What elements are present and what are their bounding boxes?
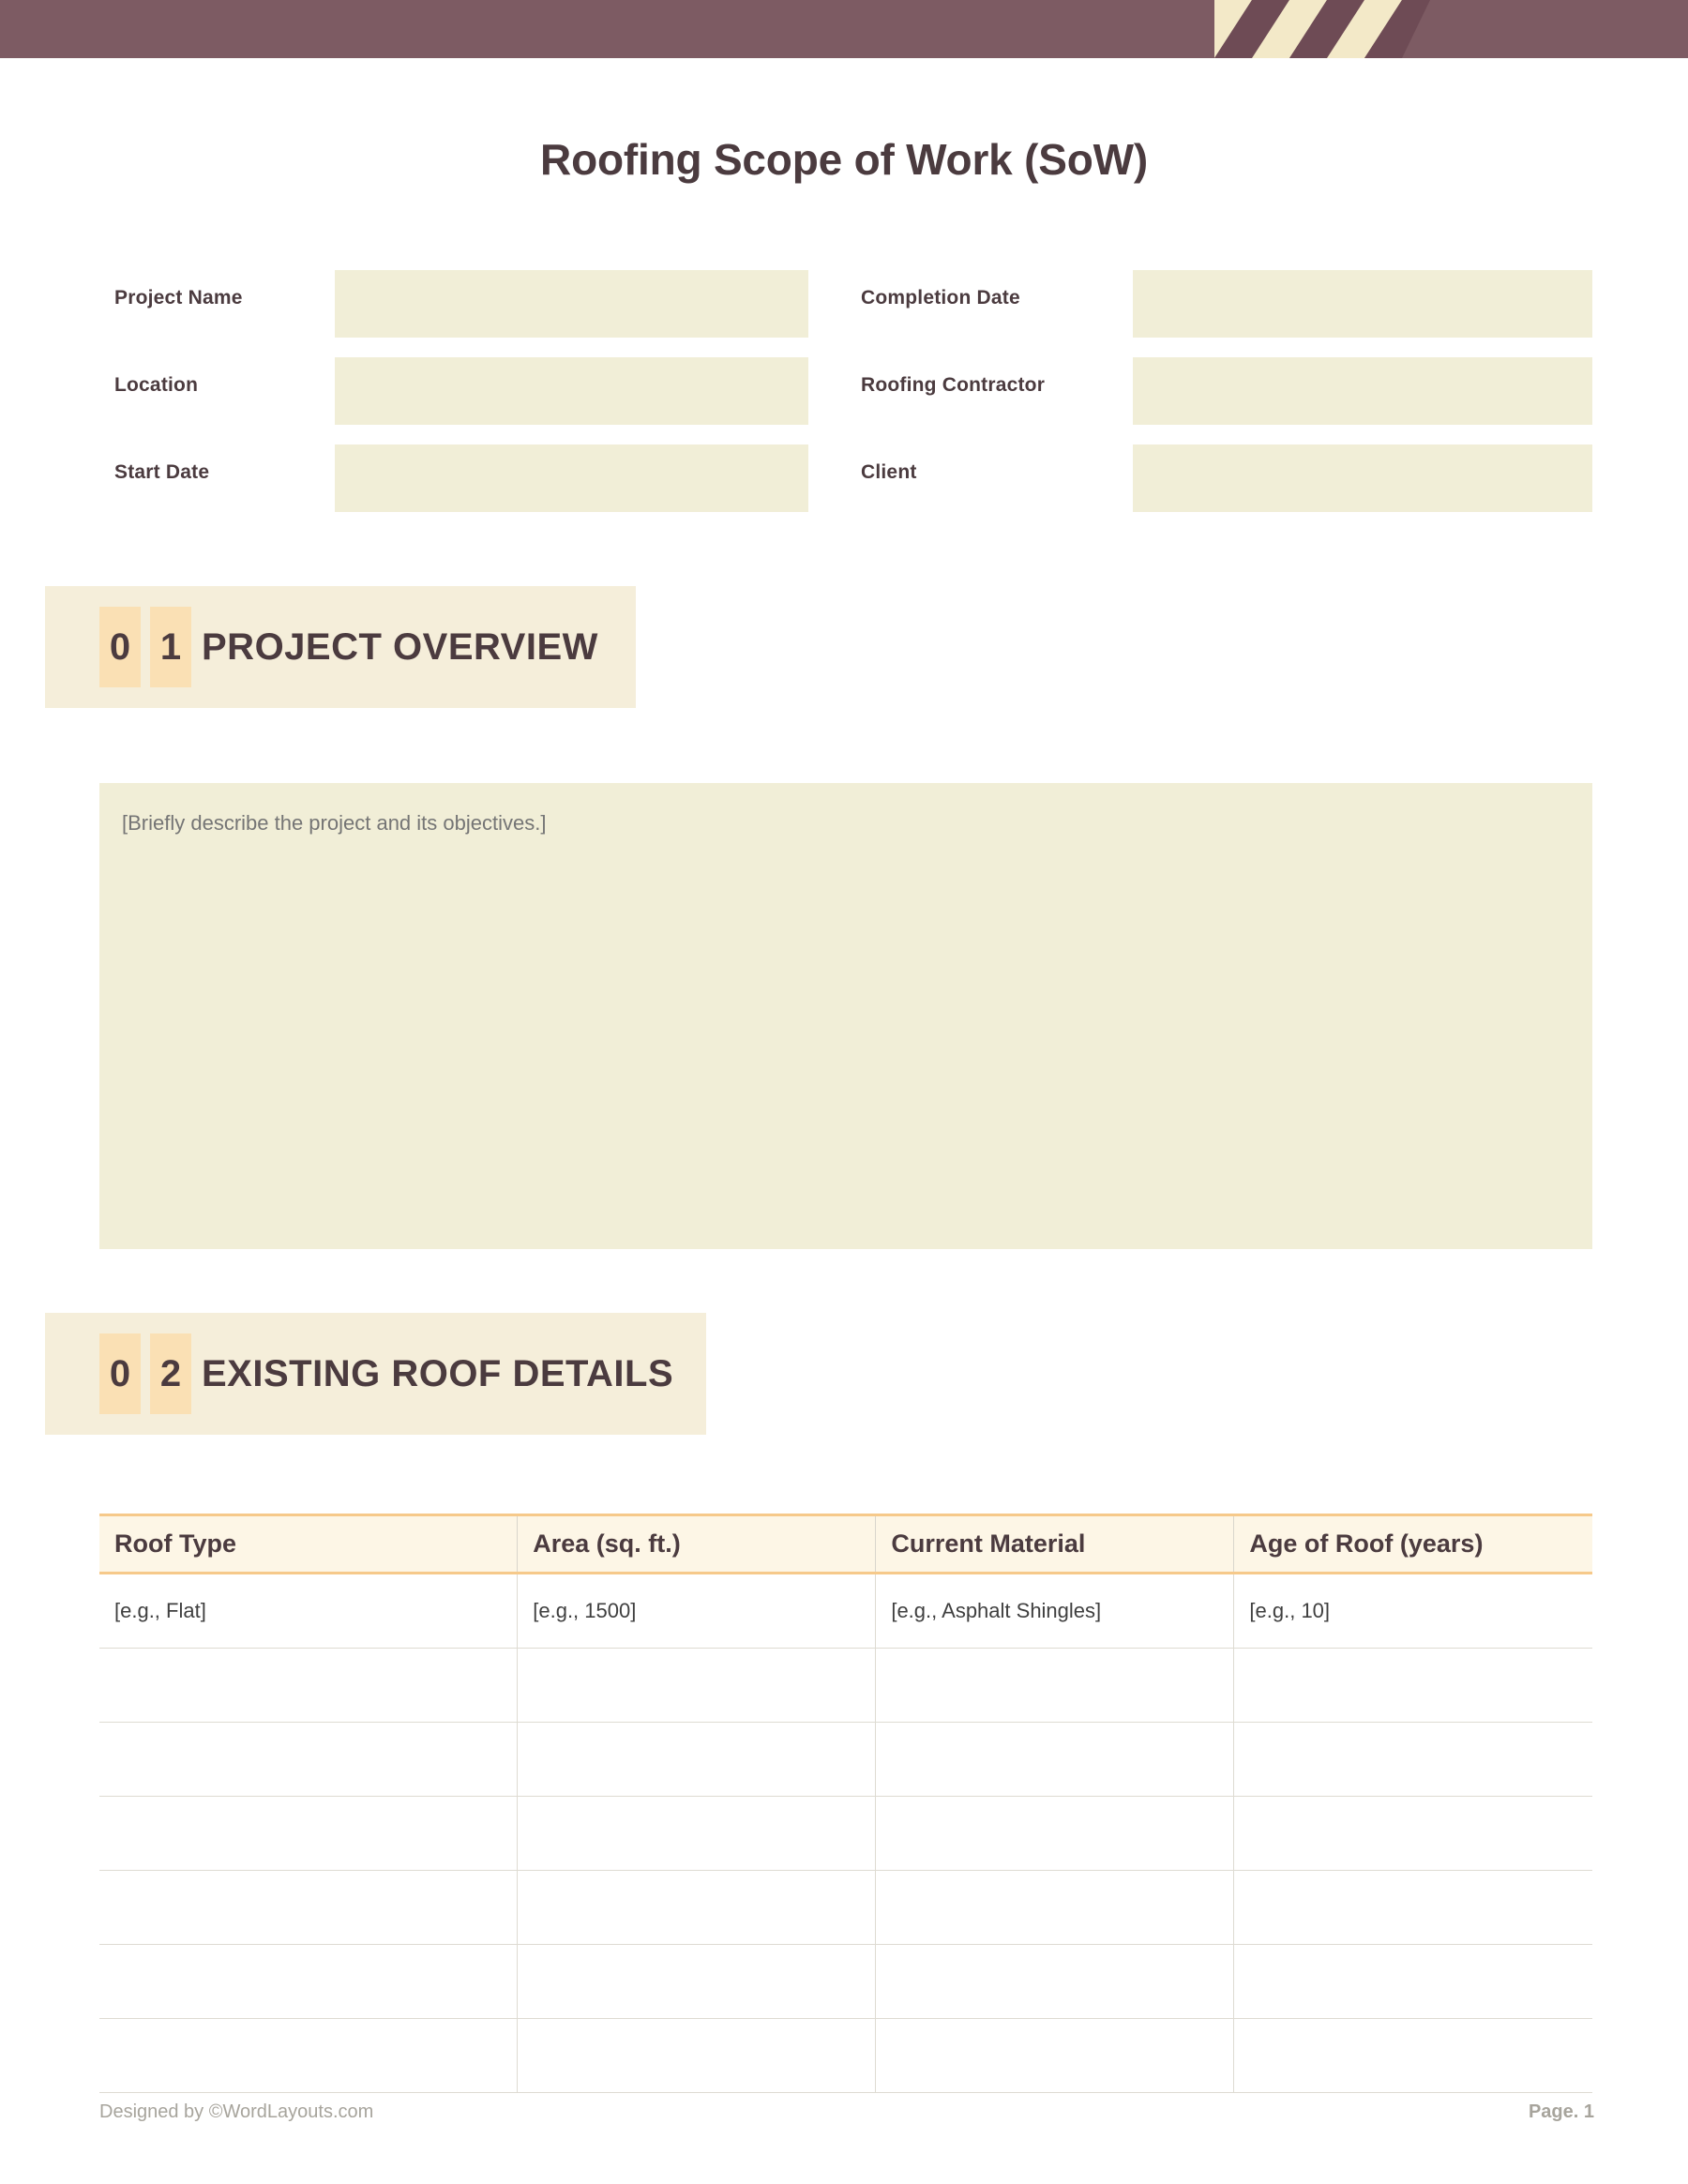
- column-header-area: Area (sq. ft.): [518, 1515, 876, 1574]
- cell-area[interactable]: [518, 1797, 876, 1871]
- label-client: Client: [861, 461, 917, 483]
- cell-roof-type[interactable]: [99, 1649, 518, 1723]
- table-header-row: [99, 1515, 1592, 1574]
- cell-roof-type[interactable]: [99, 1945, 518, 2019]
- cell-age-of-roof[interactable]: [1234, 1871, 1592, 1945]
- section-number-first: 0: [109, 1353, 131, 1394]
- section-number-first: 0: [109, 626, 131, 668]
- label-roofing-contractor: Roofing Contractor: [861, 374, 1046, 396]
- table-row[interactable]: [99, 1871, 1592, 1945]
- cell-current-material[interactable]: [876, 1649, 1234, 1723]
- cell-roof-type[interactable]: [99, 1797, 518, 1871]
- field-row-client: [861, 444, 1592, 512]
- footer-page-number: Page. 1: [1528, 2101, 1594, 2122]
- cell-roof-type[interactable]: [99, 1723, 518, 1797]
- section-number-second: 1: [159, 626, 182, 668]
- field-row-completion-date: [861, 270, 1592, 338]
- zigzag-pattern-icon: [1214, 0, 1430, 58]
- cell-current-material[interactable]: [876, 1871, 1234, 1945]
- cell-area[interactable]: [518, 1945, 876, 2019]
- top-decorative-bar: [0, 0, 1688, 58]
- input-start-date[interactable]: [335, 444, 808, 512]
- meta-column-left: [114, 270, 808, 532]
- cell-age-of-roof[interactable]: [1234, 1797, 1592, 1871]
- input-project-name[interactable]: [335, 270, 808, 338]
- table-row[interactable]: [99, 1723, 1592, 1797]
- section-title-existing-roof-details: EXISTING ROOF DETAILS: [202, 1353, 674, 1394]
- cell-area[interactable]: [518, 1723, 876, 1797]
- cell-age-of-roof[interactable]: [1234, 1649, 1592, 1723]
- column-header-current-material: Current Material: [876, 1515, 1234, 1574]
- field-row-project-name: [114, 270, 808, 338]
- project-meta-fields: [0, 270, 1688, 542]
- field-row-roofing-contractor: [861, 357, 1592, 425]
- cell-current-material[interactable]: [876, 1945, 1234, 2019]
- column-header-roof-type: Roof Type: [99, 1515, 518, 1574]
- section-title-project-overview: PROJECT OVERVIEW: [202, 626, 598, 668]
- cell-age-of-roof[interactable]: [e.g., 10]: [1234, 1574, 1592, 1649]
- field-row-start-date: [114, 444, 808, 512]
- cell-roof-type[interactable]: [99, 1871, 518, 1945]
- existing-roof-details-table: [99, 1514, 1592, 2093]
- section-number-second: 2: [159, 1353, 182, 1394]
- table-row[interactable]: [99, 1945, 1592, 2019]
- footer-credit: Designed by ©WordLayouts.com: [99, 2101, 374, 2122]
- cell-area[interactable]: [e.g., 1500]: [518, 1574, 876, 1649]
- meta-column-right: [861, 270, 1592, 532]
- label-location: Location: [114, 374, 199, 396]
- input-location[interactable]: [335, 357, 808, 425]
- field-row-location: [114, 357, 808, 425]
- table-row[interactable]: [99, 1797, 1592, 1871]
- cell-age-of-roof[interactable]: [1234, 1945, 1592, 2019]
- label-completion-date: Completion Date: [861, 287, 1020, 309]
- table-row[interactable]: [99, 1649, 1592, 1723]
- column-header-age-of-roof: Age of Roof (years): [1234, 1515, 1592, 1574]
- input-client[interactable]: [1133, 444, 1592, 512]
- input-roofing-contractor[interactable]: [1133, 357, 1592, 425]
- table-row[interactable]: [99, 1574, 1592, 1649]
- section-header-existing-roof-details: [0, 1313, 1688, 1435]
- cell-current-material[interactable]: [e.g., Asphalt Shingles]: [876, 1574, 1234, 1649]
- cell-age-of-roof[interactable]: [1234, 1723, 1592, 1797]
- page-footer: [0, 2071, 1688, 2184]
- input-completion-date[interactable]: [1133, 270, 1592, 338]
- project-overview-textarea[interactable]: [99, 783, 1592, 1249]
- cell-current-material[interactable]: [876, 1797, 1234, 1871]
- cell-area[interactable]: [518, 1649, 876, 1723]
- cell-area[interactable]: [518, 1871, 876, 1945]
- section-header-project-overview: [0, 586, 1688, 708]
- page-title: Roofing Scope of Work (SoW): [540, 135, 1148, 184]
- cell-roof-type[interactable]: [e.g., Flat]: [99, 1574, 518, 1649]
- label-start-date: Start Date: [114, 461, 210, 483]
- cell-current-material[interactable]: [876, 1723, 1234, 1797]
- label-project-name: Project Name: [114, 287, 243, 309]
